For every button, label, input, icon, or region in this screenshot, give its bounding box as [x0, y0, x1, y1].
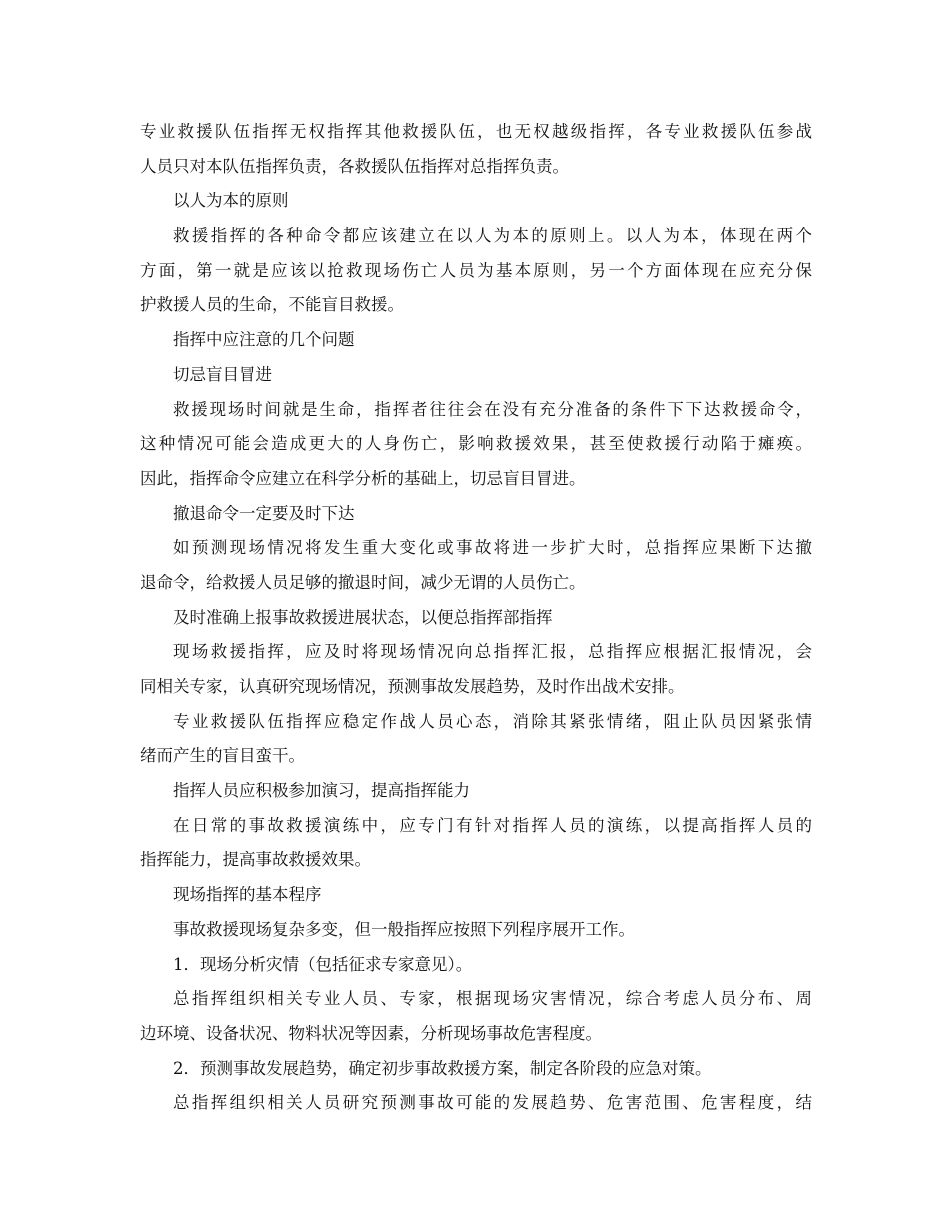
section-heading: 及时准确上报事故救援进展状态，以便总指挥部指挥 — [173, 607, 553, 627]
text-line: 专业救援队伍指挥无权指挥其他救援队伍，也无权越级指挥，各专业救援队伍参战 — [140, 122, 812, 141]
section-heading: 切忌盲目冒进 — [173, 364, 272, 384]
section-heading: 现场指挥的基本程序 — [173, 885, 322, 905]
text-line: 事故救援现场复杂多变，但一般指挥应按照下列程序展开工作。 — [173, 919, 635, 939]
text-line: 在日常的事故救援演练中，应专门有针对指挥人员的演练，以提高指挥人员的 — [173, 815, 812, 835]
text-line: 这种情况可能会造成更大的人身伤亡，影响救援效果，甚至使救援行动陷于瘫痪。 — [140, 434, 812, 454]
numbered-item: 2．预测事故发展趋势，确定初步事故救援方案，制定各阶段的应急对策。 — [173, 1058, 712, 1078]
text-line: 总指挥组织相关人员研究预测事故可能的发展趋势、危害范围、危害程度，结 — [173, 1093, 812, 1113]
text-line: 同相关专家，认真研究现场情况，预测事故发展趋势，及时作出战术安排。 — [140, 677, 685, 696]
text-line: 总指挥组织相关专业人员、专家，根据现场灾害情况，综合考虑人员分布、周 — [173, 989, 812, 1009]
section-heading: 撤退命令一定要及时下达 — [173, 503, 355, 523]
section-heading: 指挥中应注意的几个问题 — [173, 330, 355, 350]
text-line: 护救援人员的生命，不能盲目救援。 — [140, 295, 404, 315]
text-line: 人员只对本队伍指挥负责，各救援队伍指挥对总指挥负责。 — [140, 156, 569, 176]
text-line: 指挥能力，提高事故救援效果。 — [140, 850, 371, 870]
text-line: 方面，第一就是应该以抢救现场伤亡人员为基本原则，另一个方面体现在应充分保 — [140, 260, 812, 280]
text-line: 边环境、设备状况、物料状况等因素，分析现场事故危害程度。 — [140, 1023, 602, 1043]
section-heading: 以人为本的原则 — [173, 191, 289, 211]
text-line: 因此，指挥命令应建立在科学分析的基础上，切忌盲目冒进。 — [140, 468, 586, 488]
text-line: 退命令，给救援人员足够的撤退时间，减少无谓的人员伤亡。 — [140, 572, 586, 592]
text-line: 专业救援队伍指挥应稳定作战人员心态，消除其紧张情绪，阻止队员因紧张情 — [173, 711, 812, 731]
text-line: 绪而产生的盲目蛮干。 — [140, 746, 305, 766]
text-line: 如预测现场情况将发生重大变化或事故将进一步扩大时，总指挥应果断下达撤 — [173, 538, 812, 558]
numbered-item: 1．现场分析灾情（包括征求专家意见）。 — [173, 954, 473, 974]
document-body — [140, 115, 812, 1121]
section-heading: 指挥人员应积极参加演习，提高指挥能力 — [173, 781, 470, 801]
text-line: 救援指挥的各种命令都应该建立在以人为本的原则上。以人为本，体现在两个 — [173, 226, 812, 246]
text-line: 现场救援指挥，应及时将现场情况向总指挥汇报，总指挥应根据汇报情况，会 — [173, 642, 812, 662]
text-line: 救援现场时间就是生命，指挥者往往会在没有充分准备的条件下下达救援命令， — [173, 399, 812, 419]
